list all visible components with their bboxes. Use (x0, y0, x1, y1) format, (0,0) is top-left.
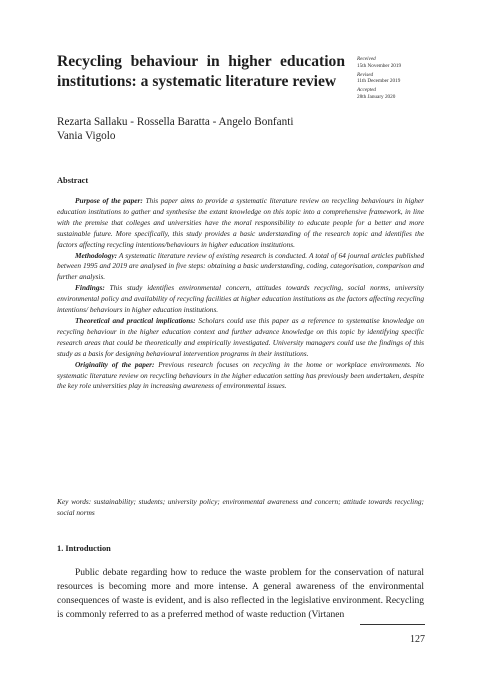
author-list (57, 115, 357, 143)
findings-label: Findings: (75, 283, 105, 293)
abstract-originality (57, 360, 424, 393)
abstract-methodology (57, 251, 424, 284)
originality-label: Originality of the paper: (75, 359, 155, 369)
footer-rule (360, 624, 425, 625)
page-number: 127 (410, 634, 425, 645)
received-date: 15th November 2019 (357, 62, 402, 69)
introduction-text: Public debate regarding how to reduce the waste problem for the conservation of natural resources is becoming more and more intense. A general awareness of the environmental consequences of waste is evident, and is also reflected in the legislative environment. Recycling is commonly referred to as a preferred method of waste reduction (Virtanen (57, 568, 424, 620)
authors-line-2: Vania Vigolo (57, 130, 116, 142)
revised-date: 11th December 2019 (357, 78, 401, 85)
accepted-label: Accepted (357, 87, 377, 94)
received-label: Received (357, 56, 376, 62)
methodology-label: Methodology: (75, 250, 118, 260)
abstract-heading: Abstract (57, 176, 89, 185)
findings-text: This study identifies environmental concern, attitudes towards recycling, social norms, university environmental policy and availability of recycling facilities at higher education institutions as the factors affecting recycling intentions/ behaviours in higher education institutions. (57, 283, 424, 315)
authors-line-1: Rezarta Sallaku - Rossella Baratta - Angelo Bonfanti (57, 116, 294, 128)
accepted-date: 28th January 2020 (357, 93, 396, 100)
purpose-label: Purpose of the paper: (75, 196, 143, 205)
submission-dates (357, 56, 467, 103)
section-heading: 1. Introduction (57, 544, 111, 553)
implications-label: Theoretical and practical implications: (75, 315, 196, 325)
revised-label: Revised (357, 71, 374, 78)
originality-text: Previous research focuses on recycling in the home or workplace environments. No systematic literature review on recycling behaviours in the higher education setting has previously been undertaken, despite the key role universities play in increasing awareness of environmental issues. (57, 359, 425, 391)
abstract-purpose (57, 196, 424, 251)
keywords: Key words: sustainability; students; university policy; environmental awareness and concern; attitude towards recycling; social norms (57, 497, 424, 517)
paper-title: Recycling behaviour in higher education institutions: a systematic literature review (57, 53, 345, 90)
abstract-body (57, 196, 424, 392)
implications-text: Scholars could use this paper as a reference to systematise knowledge on recycling behaviour in the higher education context and further advance knowledge on this topic by identifying specific research areas that could be theoretically and empirically investigated. University managers could use the findings of this study as a basis for designing behavioural intervention programs in their institutions. (57, 315, 425, 358)
methodology-text: A systematic literature review of existing research is conducted. A total of 64 journal articles published between 1995 and 2019 are analysed in five steps: obtaining a basic understanding, coding, categorisation, comparison and further analysis. (57, 250, 424, 282)
abstract-implications (57, 316, 424, 360)
abstract-findings (57, 283, 424, 316)
purpose-text: This paper aims to provide a systematic literature review on recycling behaviours in higher education institutions to gather and synthesise the extant knowledge on this topic into a comprehensive framework, in line with the premise that colleges and universities have the moral responsibility to educate people for a better and more sustainable future. More specifically, this study provides a basic understanding of the research topic and identifies the factors affecting recycling intentions/behaviours in higher education institutions. (57, 196, 424, 249)
